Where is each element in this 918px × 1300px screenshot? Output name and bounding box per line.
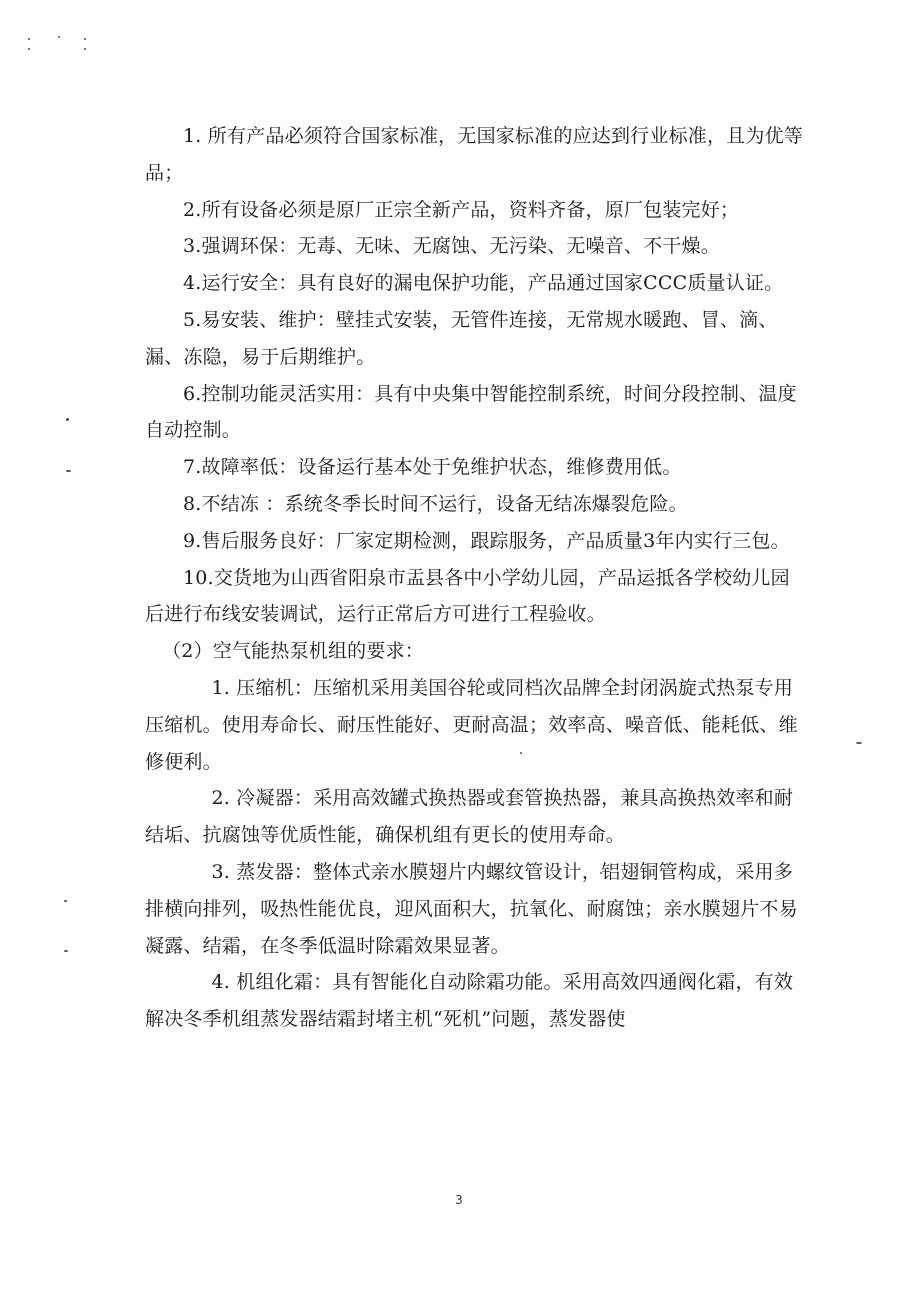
page-number: 3 [455, 1193, 463, 1207]
section-heading: （2）空气能热泵机组的要求： [162, 640, 424, 663]
requirement-item-8: 8.不结冻 ：系统冬季长时间不运行，设备无结冻爆裂危险。 [183, 492, 688, 515]
scan-speck [84, 38, 86, 40]
requirement-item-4: 4.运行安全：具有良好的漏电保护功能，产品通过国家CCC质量认证。 [183, 272, 784, 295]
scan-speck [856, 742, 862, 744]
requirement-item-3: 3.强调环保：无毒、无味、无腐蚀、无污染、无噪音、不干燥。 [183, 235, 720, 258]
heat-pump-item-3: 3. 蒸发器：整体式亲水膜翅片内螺纹管设计，铝翅铜管构成，采用多排横向排列，吸热性能优良，迎风面积大，抗氧化、耐腐蚀；亲水膜翅片不易凝露、结霜，在冬季低温时除霜效果显著。 [145, 860, 798, 957]
heat-pump-item-4: 4. 机组化霜：具有智能化自动除霜功能。采用高效四通阀化霜，有效解决冬季机组蒸发器结霜封堵主机“死机”问题，蒸发器使 [145, 971, 794, 1031]
heat-pump-item-2: 2. 冷凝器：采用高效罐式换热器或套管换热器，兼具高换热效率和耐结垢、抗腐蚀等优质性能，确保机组有更长的使用寿命。 [145, 787, 794, 847]
requirement-item-1: 1. 所有产品必须符合国家标准，无国家标准的应达到行业标准，且为优等品； [145, 125, 803, 184]
scan-speck [66, 470, 71, 472]
scan-speck [58, 36, 60, 38]
scan-speck [64, 900, 67, 902]
scan-speck [64, 950, 68, 952]
scan-speck [66, 418, 69, 421]
requirement-item-9: 9.售后服务良好：厂家定期检测，跟踪服务，产品质量3年内实行三包。 [183, 529, 790, 552]
requirement-item-5: 5.易安装、维护：壁挂式安装，无管件连接，无常规水暖跑、冒、滴、漏、冻隐，易于后期维护。 [145, 308, 778, 368]
requirement-item-10: 10.交货地为山西省阳泉市盂县各中小学幼儿园，产品运抵各学校幼儿园后进行布线安装调试，运行正常后方可进行工程验收。 [145, 566, 790, 626]
scan-speck [28, 48, 30, 50]
requirement-item-7: 7.故障率低：设备运行基本处于免维护状态，维修费用低。 [183, 456, 682, 479]
requirement-item-6: 6.控制功能灵活实用：具有中央集中智能控制系统，时间分段控制、温度自动控制。 [145, 382, 797, 442]
scan-speck [28, 38, 30, 40]
requirement-item-2: 2.所有设备必须是原厂正宗全新产品，资料齐备，原厂包装完好； [183, 198, 740, 221]
document-body [145, 118, 805, 1038]
heat-pump-item-1: 1. 压缩机：压缩机采用美国谷轮或同档次品牌全封闭涡旋式热泵专用压缩机。使用寿命长、耐压性能好、更耐高温；效率高、噪音低、能耗低、维修便利。 [145, 676, 798, 773]
scan-speck [84, 48, 86, 50]
